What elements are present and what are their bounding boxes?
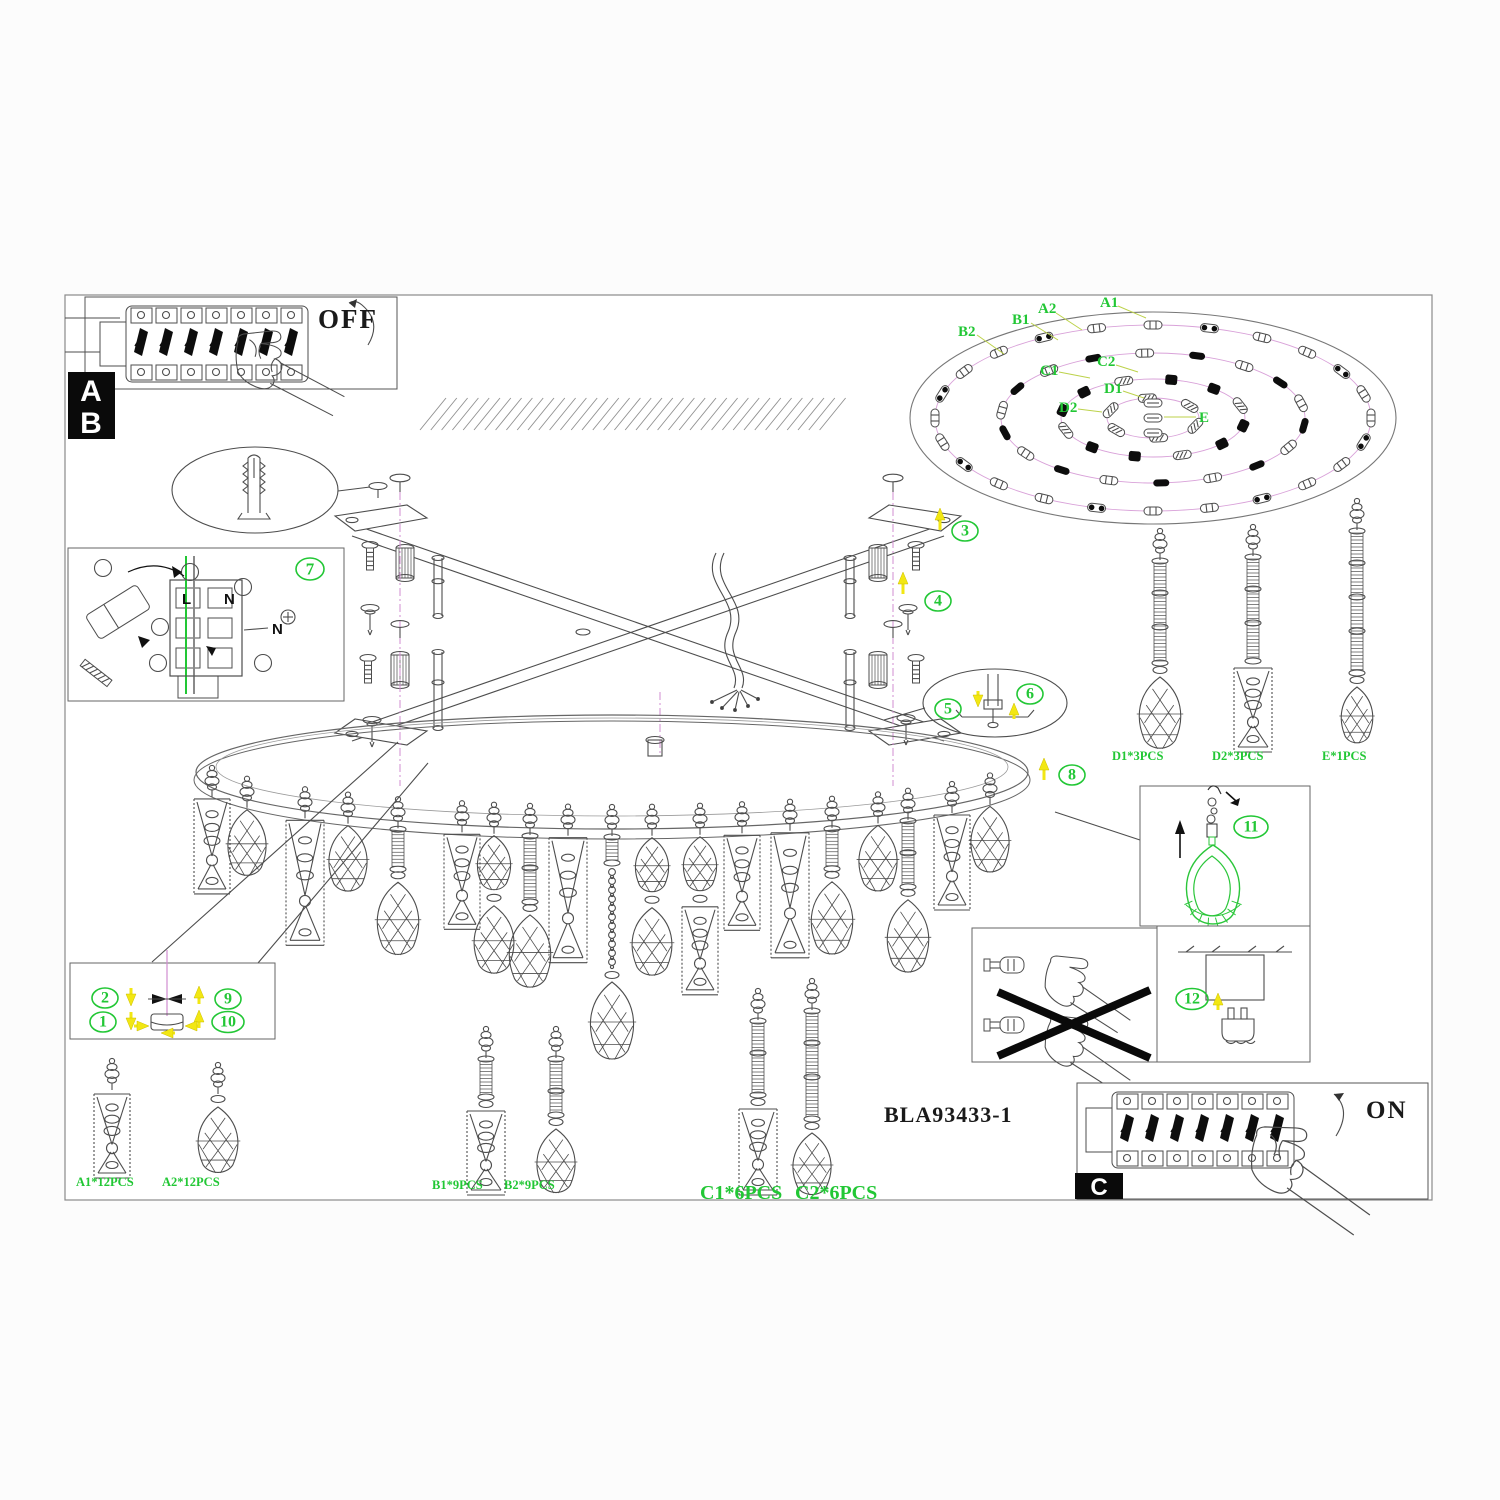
- step-2-number: 2: [101, 989, 109, 1007]
- plate-label-a2: A2: [1038, 301, 1057, 317]
- count-c2: C2*6PCS: [795, 1182, 878, 1204]
- plate-label-d2: D2: [1059, 400, 1078, 416]
- plate-label-d1: D1: [1104, 381, 1123, 397]
- on-label: ON: [1366, 1097, 1408, 1124]
- step-3-number: 3: [961, 522, 969, 540]
- on-instruction-box: [1075, 1083, 1428, 1237]
- wiring-detail-box: [68, 548, 344, 701]
- step-6-number: 6: [1026, 685, 1034, 703]
- count-b2: B2*9PCS: [504, 1178, 555, 1192]
- step-1-number: 1: [99, 1013, 107, 1031]
- off-label: OFF: [318, 304, 378, 334]
- step-8-number: 8: [1068, 766, 1076, 784]
- plate-label-b1: B1: [1012, 312, 1030, 328]
- breaker-panel-off-illustration: [100, 306, 308, 382]
- step-5-number: 5: [944, 700, 952, 718]
- count-a1: A1*12PCS: [76, 1175, 134, 1189]
- pendant-detail-box-11: [1140, 786, 1310, 927]
- step-4-number: 4: [934, 592, 942, 610]
- bulb-detail-box-12: [1157, 926, 1310, 1062]
- wiring-neutral-callout: N: [272, 621, 283, 638]
- marker-c: C: [1090, 1174, 1108, 1201]
- box-12-frame: [1157, 926, 1310, 1062]
- count-e: E*1PCS: [1322, 749, 1367, 763]
- step-9-number: 9: [224, 990, 232, 1008]
- count-a2: A2*12PCS: [162, 1175, 220, 1189]
- marker-b: B: [80, 407, 102, 440]
- section-marker-ab: [68, 372, 115, 440]
- marker-a: A: [80, 375, 102, 408]
- wiring-live-label: L: [182, 591, 192, 608]
- box-11-frame: [1140, 786, 1310, 926]
- step-11-number: 11: [1243, 818, 1259, 836]
- step-7-number: 7: [305, 559, 315, 579]
- step-10-number: 10: [220, 1013, 236, 1031]
- wiring-neutral-label: N: [224, 591, 235, 608]
- plate-label-a1: A1: [1100, 295, 1119, 311]
- count-c1: C1*6PCS: [700, 1182, 783, 1204]
- plate-label-b2: B2: [958, 324, 976, 340]
- breaker-panel-on-illustration: [1086, 1092, 1294, 1168]
- count-d1: D1*3PCS: [1112, 749, 1164, 763]
- model-number: BLA93433-1: [884, 1102, 1013, 1127]
- plate-label-e: E: [1199, 410, 1210, 426]
- step-12-number: 12: [1184, 990, 1200, 1008]
- plate-label-c2: C2: [1097, 354, 1116, 370]
- count-d2: D2*3PCS: [1212, 749, 1264, 763]
- assembly-detail-box-1-2-9-10: [70, 950, 275, 1039]
- count-b1: B1*9PCS: [432, 1178, 483, 1192]
- plate-label-c1: C1: [1040, 363, 1059, 379]
